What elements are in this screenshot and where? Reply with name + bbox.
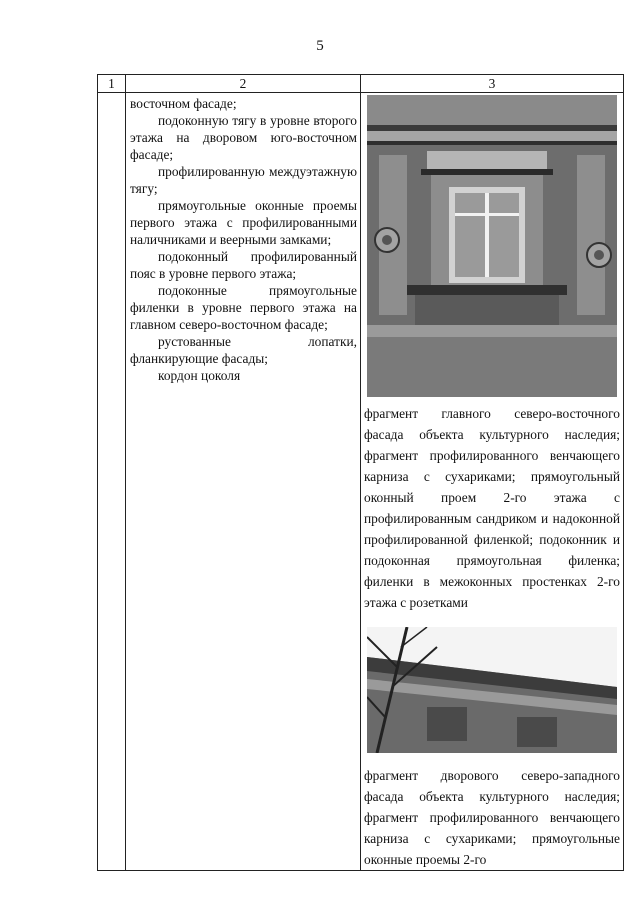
photo-caption: фрагмент главного северо-восточного фасада объекта культурного наследия; фрагмент профилированного венчающего карниза с сухариками; прямоугольный оконный проем 2-го этажа с профилированным сандриком и надоконной профилированной филенкой; подоконник и подоконная прямоугольная филенка; филенки в межоконных простенках 2-го этажа с розетками xyxy=(364,406,620,610)
photo-caption: фрагмент дворового северо-западного фасада объекта культурного наследия; фрагмент профилированного венчающего карниза с сухариками; прямоугольные оконные проемы 2-го xyxy=(364,768,620,867)
protected-element-text: подоконную тягу в уровне второго этажа на дворовом юго-восточном фасаде; xyxy=(130,113,357,162)
table-body-row xyxy=(98,93,624,871)
protected-element-text: кордон цоколя xyxy=(158,368,241,383)
protected-element-text: рустованные лопатки, фланкирующие фасады; xyxy=(130,334,357,366)
protected-element-text: профилированную междуэтажную тягу; xyxy=(130,164,357,196)
body-col-3 xyxy=(361,93,624,871)
header-col-2: 2 xyxy=(126,75,361,93)
header-col-1: 1 xyxy=(98,75,126,93)
protected-element-text: подоконные прямоугольные филенки в уровне первого этажа на главном северо-восточном фасаде; xyxy=(130,283,357,332)
protected-element-text: прямоугольные оконные проемы первого этажа с профилированными наличниками и веерными замками; xyxy=(130,198,357,247)
protected-element-text: подоконный профилированный пояс в уровне первого этажа; xyxy=(130,249,357,281)
body-col-2 xyxy=(126,93,361,871)
header-col-3: 3 xyxy=(361,75,624,93)
courtyard-facade-photo xyxy=(367,627,617,753)
facade-window-photo xyxy=(367,95,617,397)
page-number: 5 xyxy=(316,38,324,54)
monument-elements-table xyxy=(97,74,624,871)
body-col-1 xyxy=(98,93,126,871)
table-header-row xyxy=(98,75,624,93)
protected-element-text: восточном фасаде; xyxy=(130,96,237,111)
